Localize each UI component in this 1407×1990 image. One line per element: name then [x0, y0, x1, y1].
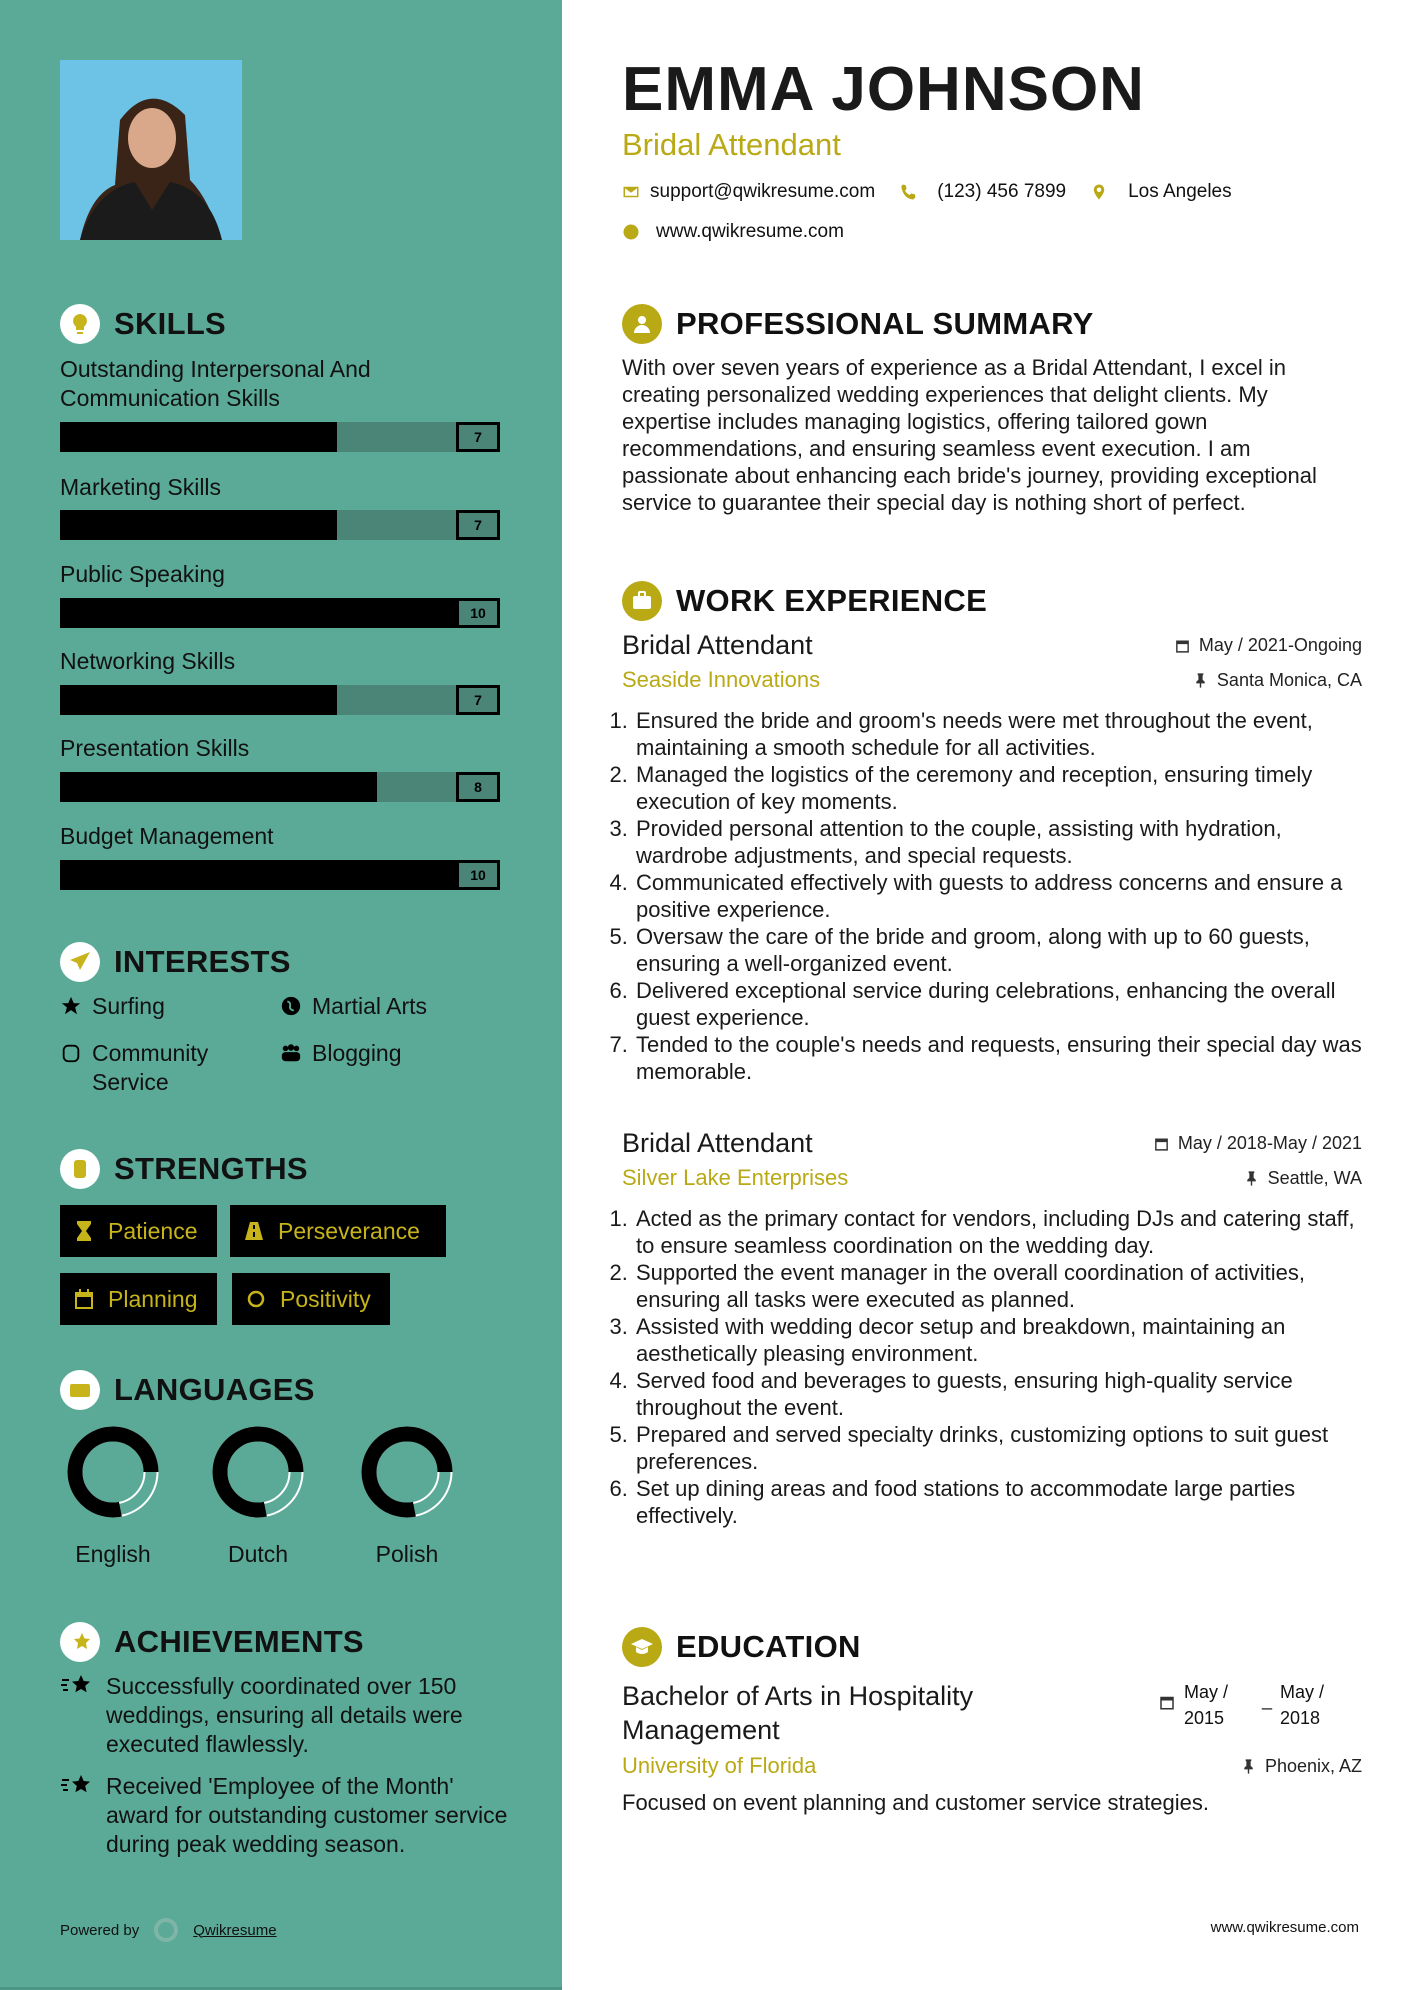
- job-bullet: 6. Delivered exceptional service during celebrations, enhancing the overall guest experience.: [634, 977, 1362, 1031]
- candidate-name: EMMA JOHNSON: [622, 55, 1145, 124]
- language-donut: [208, 1422, 308, 1522]
- job-bullet: 5. Prepared and served specialty drinks, customizing options to suit guest preferences.: [634, 1421, 1362, 1475]
- shooting-star-icon: [60, 1772, 94, 1800]
- briefcase-icon: [622, 581, 662, 621]
- sidebar: [0, 0, 562, 1990]
- job-bullet: 6. Set up dining areas and food stations to accommodate large parties effectively.: [634, 1475, 1362, 1529]
- globe-icon: [280, 995, 302, 1017]
- graduation-cap-icon: [622, 1627, 662, 1667]
- education-section: [622, 1627, 1362, 1816]
- achievement-item: Successfully coordinated over 150 weddings, ensuring all details were executed flawlessly.: [60, 1672, 510, 1759]
- paper-plane-icon: [60, 942, 100, 982]
- job-position: Bridal Attendant: [622, 630, 813, 660]
- job-entry: [622, 630, 1362, 1085]
- skill-label: Networking Skills: [60, 648, 236, 674]
- skill-label: Outstanding Interpersonal And Communication Skills: [60, 356, 371, 411]
- road-icon: [242, 1219, 266, 1243]
- summary-text: With over seven years of experience as a Bridal Attendant, I excel in creating personalized wedding experiences that delight clients. My expertise includes managing logistics, offering tailored gown recommendations, and ensuring seamless event execution. I am passionate about enhancing each bride's journey, providing exceptional service to guarantee their special day is nothing short of perfect.: [622, 355, 1317, 515]
- skill-bar: [60, 772, 500, 802]
- fist-icon: [60, 1042, 82, 1064]
- summary-section: [622, 304, 1362, 516]
- job-title: Bridal Attendant: [622, 127, 841, 162]
- job-bullets: [616, 1205, 1362, 1529]
- language-label: English: [75, 1541, 151, 1567]
- interest-item: Community Service: [60, 1039, 260, 1097]
- strengths-heading: STRENGTHS: [60, 1149, 308, 1189]
- skill-bar-fill: [60, 685, 337, 715]
- summary-heading: PROFESSIONAL SUMMARY: [622, 304, 1362, 344]
- job-dates: May / 2018-May / 2021: [1153, 1133, 1362, 1154]
- job-bullet: 3. Assisted with wedding decor setup and breakdown, maintaining an aesthetically pleasing environment.: [634, 1313, 1362, 1367]
- language-label: Dutch: [227, 1541, 289, 1567]
- language-label: Polish: [375, 1541, 439, 1567]
- shooting-star-icon: [60, 1672, 94, 1700]
- email[interactable]: support@qwikresume.com: [650, 181, 876, 202]
- contact-row: [622, 181, 1362, 203]
- job-bullet: 5. Oversaw the care of the bride and groom, along with up to 60 guests, ensuring a well-organized event.: [634, 923, 1362, 977]
- skill-bar-fill: [60, 422, 337, 452]
- skill-bar-fill: [60, 598, 500, 628]
- education-description: Focused on event planning and customer service strategies.: [622, 1790, 1209, 1815]
- globe-icon: [622, 223, 640, 241]
- job-bullet: 7. Tended to the couple's needs and requests, ensuring their special day was memorable.: [634, 1031, 1362, 1085]
- skill-level: 8: [456, 772, 500, 802]
- skill-level: 7: [456, 685, 500, 715]
- achievement-item: Received 'Employee of the Month' award for outstanding customer service during peak wedding season.: [60, 1772, 510, 1859]
- strength-chip: Positivity: [232, 1273, 390, 1325]
- header: [622, 54, 1362, 243]
- sun-icon: [244, 1287, 268, 1311]
- pushpin-icon: [1240, 1758, 1257, 1775]
- lightbulb-icon: [60, 304, 100, 344]
- qwikresume-link[interactable]: Qwikresume: [193, 1921, 277, 1939]
- skill-level: 7: [456, 510, 500, 540]
- strength-chip: Planning: [60, 1273, 217, 1325]
- skill-bar-fill: [60, 510, 337, 540]
- skill-level: 7: [456, 422, 500, 452]
- translate-icon: [60, 1370, 100, 1410]
- job-location: Seattle, WA: [1243, 1168, 1362, 1189]
- language-donut: [357, 1422, 457, 1522]
- education-location: Phoenix, AZ: [1240, 1753, 1362, 1779]
- education-dates: May / 2015 _ May / 2018: [1158, 1679, 1342, 1747]
- website[interactable]: www.qwikresume.com: [656, 221, 844, 242]
- calendar-icon: [1153, 1135, 1170, 1152]
- calendar-icon: [1174, 637, 1191, 654]
- interests-heading: INTERESTS: [60, 942, 291, 982]
- star-icon: [60, 995, 82, 1017]
- phone-icon: [899, 183, 917, 201]
- skill-bar: [60, 860, 500, 890]
- interest-item: Surfing: [60, 992, 165, 1021]
- skill-bar: [60, 510, 500, 540]
- phone[interactable]: (123) 456 7899: [937, 181, 1067, 202]
- star-badge-icon: [60, 1622, 100, 1662]
- languages-heading: LANGUAGES: [60, 1370, 315, 1410]
- calendar-icon: [1158, 1693, 1176, 1711]
- qwikresume-logo-icon: [153, 1917, 179, 1943]
- job-bullet: 2. Supported the event manager in the overall coordination of activities, ensuring all tasks were executed as planned.: [634, 1259, 1362, 1313]
- job-bullets: [616, 707, 1362, 1085]
- skill-bar: [60, 598, 500, 628]
- location: Los Angeles: [1128, 181, 1232, 202]
- powered-by: Powered by Qwikresume: [60, 1917, 277, 1943]
- skill-label: Marketing Skills: [60, 474, 222, 500]
- education-heading: EDUCATION: [622, 1627, 1362, 1667]
- job-position: Bridal Attendant: [622, 1128, 813, 1158]
- job-location: Santa Monica, CA: [1192, 670, 1362, 691]
- envelope-icon: [622, 183, 640, 201]
- skill-bar: [60, 685, 500, 715]
- interest-item: Martial Arts: [280, 992, 427, 1021]
- footer-website[interactable]: www.qwikresume.com: [1210, 1919, 1359, 1936]
- school: University of Florida: [622, 1753, 817, 1778]
- skill-bar: [60, 422, 500, 452]
- hourglass-icon: [72, 1219, 96, 1243]
- fist-icon: [60, 1149, 100, 1189]
- experience-section: [622, 581, 1362, 621]
- pushpin-icon: [1192, 672, 1209, 689]
- strength-chip: Perseverance: [230, 1205, 446, 1257]
- job-bullet: 1. Acted as the primary contact for vendors, including DJs and catering staff, to ensure seamless coordination on the wedding day.: [634, 1205, 1362, 1259]
- interest-item: Blogging: [280, 1039, 402, 1068]
- map-pin-icon: [1090, 183, 1108, 201]
- skill-label: Public Speaking: [60, 561, 225, 587]
- experience-heading: WORK EXPERIENCE: [622, 581, 1362, 621]
- language-donut: [63, 1422, 163, 1522]
- job-bullet: 3. Provided personal attention to the couple, assisting with hydration, wardrobe adjustments, and special requests.: [634, 815, 1362, 869]
- pushpin-icon: [1243, 1170, 1260, 1187]
- job-bullet: 4. Communicated effectively with guests to address concerns and ensure a positive experience.: [634, 869, 1362, 923]
- job-bullet: 2. Managed the logistics of the ceremony and reception, ensuring timely execution of key moments.: [634, 761, 1362, 815]
- users-icon: [280, 1042, 302, 1064]
- skill-label: Budget Management: [60, 823, 274, 849]
- skill-bar-fill: [60, 772, 377, 802]
- skill-level: 10: [456, 860, 500, 890]
- job-bullet: 4. Served food and beverages to guests, ensuring high-quality service throughout the event.: [634, 1367, 1362, 1421]
- skill-label: Presentation Skills: [60, 735, 250, 761]
- job-entry: [622, 1128, 1362, 1529]
- user-icon: [622, 304, 662, 344]
- calendar-icon: [72, 1287, 96, 1311]
- job-bullet: 1. Ensured the bride and groom's needs were met throughout the event, maintaining a smooth schedule for all activities.: [634, 707, 1362, 761]
- skill-level: 10: [456, 598, 500, 628]
- skill-bar-fill: [60, 860, 500, 890]
- company: Seaside Innovations: [622, 667, 821, 692]
- strength-chip: Patience: [60, 1205, 217, 1257]
- achievements-heading: ACHIEVEMENTS: [60, 1622, 364, 1662]
- skills-heading: SKILLS: [60, 304, 226, 344]
- website-row: [622, 221, 1362, 243]
- profile-photo: [60, 60, 242, 240]
- company: Silver Lake Enterprises: [622, 1165, 849, 1190]
- degree: Bachelor of Arts in Hospitality Management: [622, 1681, 974, 1745]
- job-dates: May / 2021-Ongoing: [1174, 635, 1362, 656]
